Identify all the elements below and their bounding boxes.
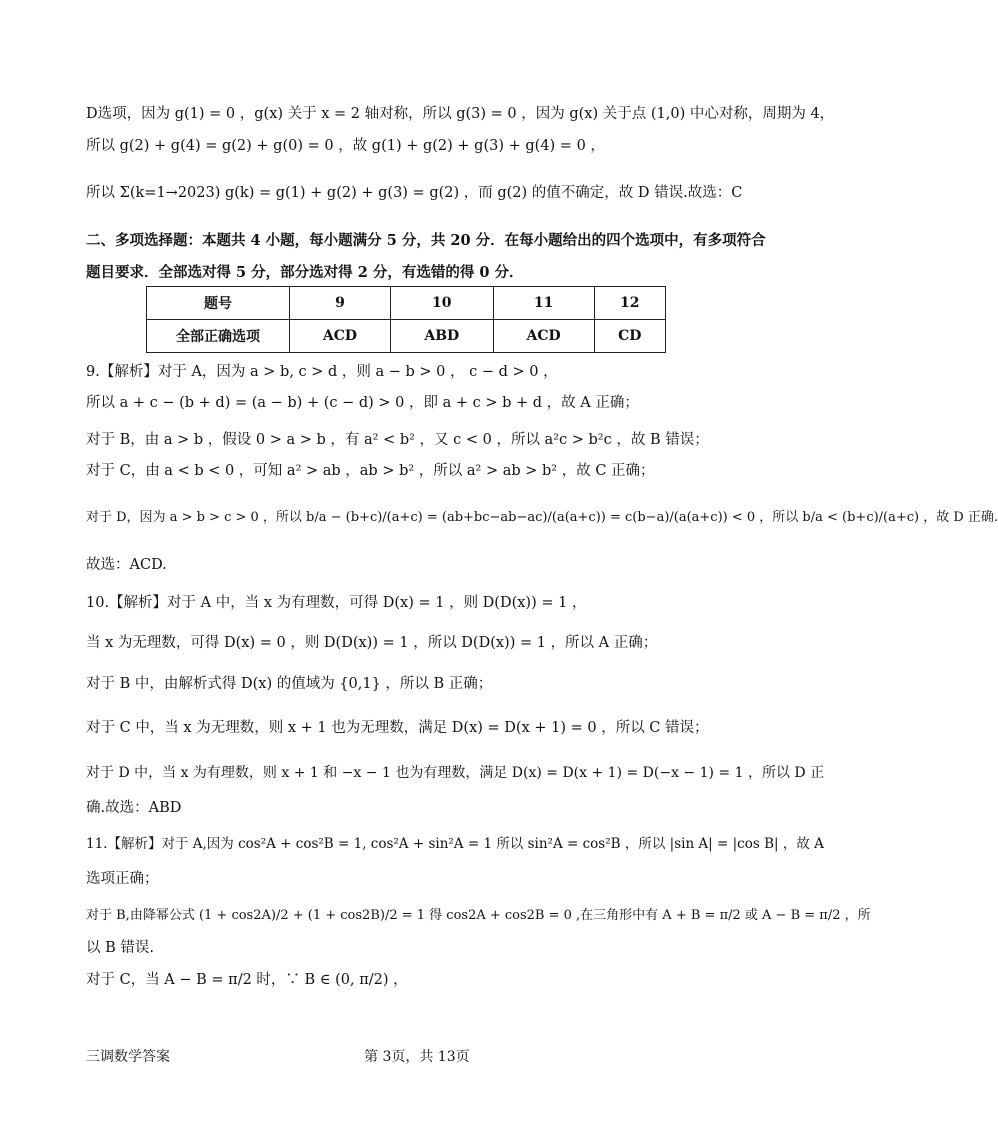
- table-row-question-numbers: [147, 287, 666, 320]
- d-option-line-2: 所以 g(2) + g(4) = g(2) + g(0) = 0 ，故 g(1) + g(2) + g(3) + g(4) = 0 ，: [86, 138, 605, 154]
- q9-line-6: 故选：ACD.: [86, 557, 167, 573]
- table-row-answers: [147, 320, 666, 353]
- q11-line-4: 以 B 错误.: [86, 940, 154, 956]
- q10-line-6: 确.故选：ABD: [86, 800, 182, 816]
- q10-line-3: 对于 B 中，由解析式得 D(x) 的值域为 {0,1} ，所以 B 正确；: [86, 676, 493, 692]
- q9-line-3: 对于 B，由 a > b ，假设 0 > a > b ，有 a² < b² ，又 c < 0 ，所以 a²c > b²c ，故 B 错误；: [86, 432, 709, 448]
- q9-line-5: 对于 D，因为 a > b > c > 0 ，所以 b/a − (b+c)/(a+c) = (ab+bc−ab−ac)/(a(a+c)) = c(b−a)/(a(a+c)) < 0 ，所以 b/a < (b+c)/(a+c) ，故 D 正确.: [86, 510, 998, 525]
- q10-line-1: 10.【解析】对于 A 中，当 x 为有理数，可得 D(x) = 1 ，则 D(D(x)) = 1 ，: [86, 595, 587, 611]
- table-cell: 10: [390, 287, 493, 320]
- table-cell: ACD: [290, 320, 391, 353]
- q10-line-5: 对于 D 中，当 x 为有理数，则 x + 1 和 −x − 1 也为有理数，满足 D(x) = D(x + 1) = D(−x − 1) = 1 ，所以 D 正: [86, 765, 825, 781]
- table-cell: 11: [493, 287, 594, 320]
- table-cell: ABD: [390, 320, 493, 353]
- q10-line-2: 当 x 为无理数，可得 D(x) = 0 ，则 D(D(x)) = 1 ，所以 D(D(x)) = 1 ，所以 A 正确；: [86, 635, 658, 651]
- q10-line-4: 对于 C 中，当 x 为无理数，则 x + 1 也为无理数，满足 D(x) = D(x + 1) = 0 ，所以 C 错误；: [86, 720, 709, 736]
- table-cell: 9: [290, 287, 391, 320]
- table-cell: 全部正确选项: [147, 320, 290, 353]
- q11-line-1: 11.【解析】对于 A,因为 cos²A + cos²B = 1, cos²A + sin²A = 1 所以 sin²A = cos²B ，所以 |sin A| = |cos B| ，故 A: [86, 836, 824, 852]
- footer-page-number: 第 3页，共 13页: [364, 1049, 470, 1065]
- q9-line-4: 对于 C，由 a < b < 0 ，可知 a² > ab ，ab > b² ，所以 a² > ab > b² ，故 C 正确；: [86, 463, 655, 479]
- footer-title: 三调数学答案: [86, 1049, 170, 1065]
- section-heading-line-2: 题目要求．全部选对得 5 分，部分选对得 2 分，有选错的得 0 分．: [86, 264, 524, 281]
- section-heading-line-1: 二、多项选择题：本题共 4 小题，每小题满分 5 分，共 20 分．在每小题给出的四个选项中，有多项符合: [86, 232, 766, 249]
- table-cell: ACD: [493, 320, 594, 353]
- q9-line-2: 所以 a + c − (b + d) = (a − b) + (c − d) > 0 ，即 a + c > b + d ，故 A 正确；: [86, 395, 639, 411]
- q11-line-3: 对于 B,由降幂公式 (1 + cos2A)/2 + (1 + cos2B)/2 = 1 得 cos2A + cos2B = 0 ,在三角形中有 A + B = π/2 或 A − B = π/2 ，所: [86, 908, 871, 923]
- q11-line-2: 选项正确；: [86, 871, 159, 887]
- table-cell: 题号: [147, 287, 290, 320]
- q9-line-1: 9.【解析】对于 A，因为 a > b, c > d ，则 a − b > 0 ， c − d > 0 ，: [86, 364, 558, 380]
- q11-line-5: 对于 C，当 A − B = π/2 时，∵ B ∈ (0, π/2) ，: [86, 972, 408, 988]
- answer-table: [146, 286, 666, 353]
- d-option-line-3: 所以 Σ(k=1→2023) g(k) = g(1) + g(2) + g(3) = g(2) ，而 g(2) 的值不确定，故 D 错误.故选：C: [86, 185, 743, 201]
- table-cell: CD: [594, 320, 665, 353]
- table-cell: 12: [594, 287, 665, 320]
- d-option-line-1: D选项，因为 g(1) = 0 ，g(x) 关于 x = 2 轴对称，所以 g(3) = 0 ，因为 g(x) 关于点 (1,0) 中心对称，周期为 4，: [86, 106, 835, 122]
